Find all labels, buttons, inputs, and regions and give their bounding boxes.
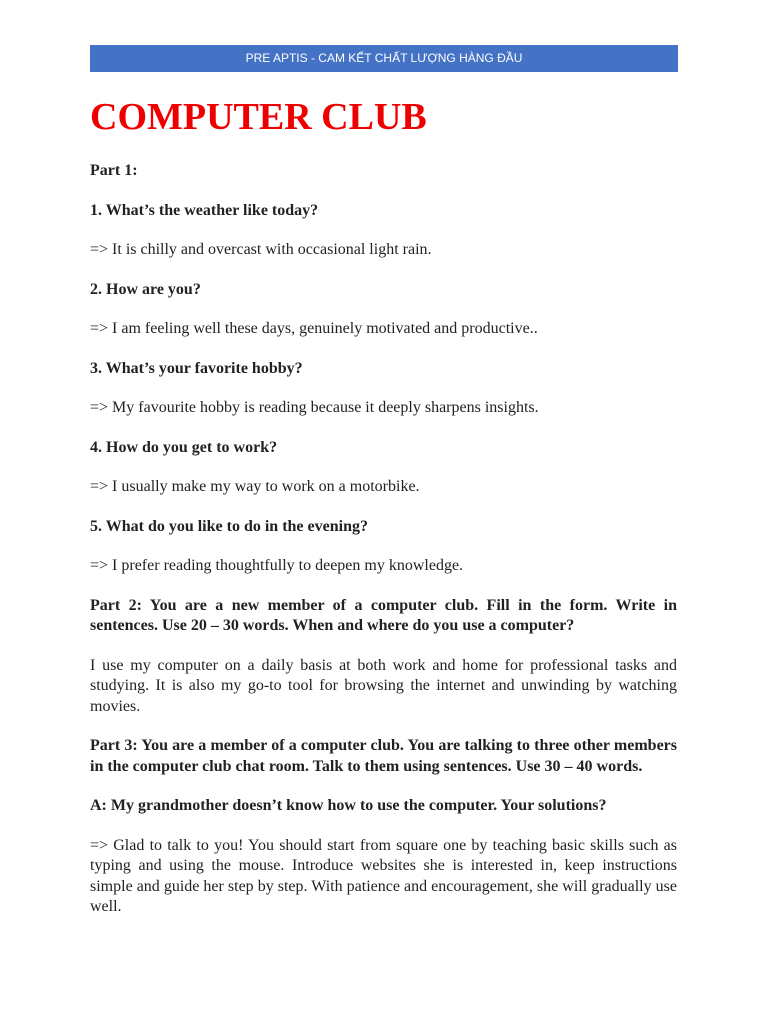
question-1: 1. What’s the weather like today? (90, 201, 319, 219)
part2-heading: Part 2: You are a new member of a computer club. Fill in the form. Write in sentences. Use 20 – 30 words. When and where do you use a computer? (90, 596, 677, 634)
question-2: 2. How are you? (90, 280, 201, 298)
answer-1: => It is chilly and overcast with occasional light rain. (90, 241, 432, 258)
question-3: 3. What’s your favorite hobby? (90, 359, 303, 377)
part3-heading: Part 3: You are a member of a computer club. You are talking to three other members in the computer club chat room. Talk to them using sentences. Use 30 – 40 words. (90, 737, 677, 775)
part2-answer: I use my computer on a daily basis at both work and home for professional tasks and studying. It is also my go-to tool for browsing the internet and unwinding by watching movies. (90, 656, 677, 715)
part1-heading: Part 1: (90, 162, 138, 179)
question-5: 5. What do you like to do in the evening? (90, 517, 368, 535)
answer-3: => My favourite hobby is reading because it deeply sharpens insights. (90, 399, 539, 416)
page-title: COMPUTER CLUB (90, 96, 427, 138)
part3-question-a: A: My grandmother doesn’t know how to use the computer. Your solutions? (90, 797, 607, 814)
part3-answer-a: => Glad to talk to you! You should start from square one by teaching basic skills such as typing and using the mouse. Introduce websites she is interested in, keep instructions simple and guide her step by step. With patience and encouragement, she will gradually use well. (90, 836, 677, 915)
answer-5: => I prefer reading thoughtfully to deepen my knowledge. (90, 557, 464, 574)
document-body (90, 92, 677, 937)
question-4: 4. How do you get to work? (90, 438, 278, 456)
answer-2: => I am feeling well these days, genuinely motivated and productive.. (90, 320, 538, 337)
header-banner: PRE APTIS - CAM KẾT CHẤT LƯỢNG HÀNG ĐẦU (90, 45, 678, 72)
answer-4: => I usually make my way to work on a motorbike. (90, 478, 420, 495)
